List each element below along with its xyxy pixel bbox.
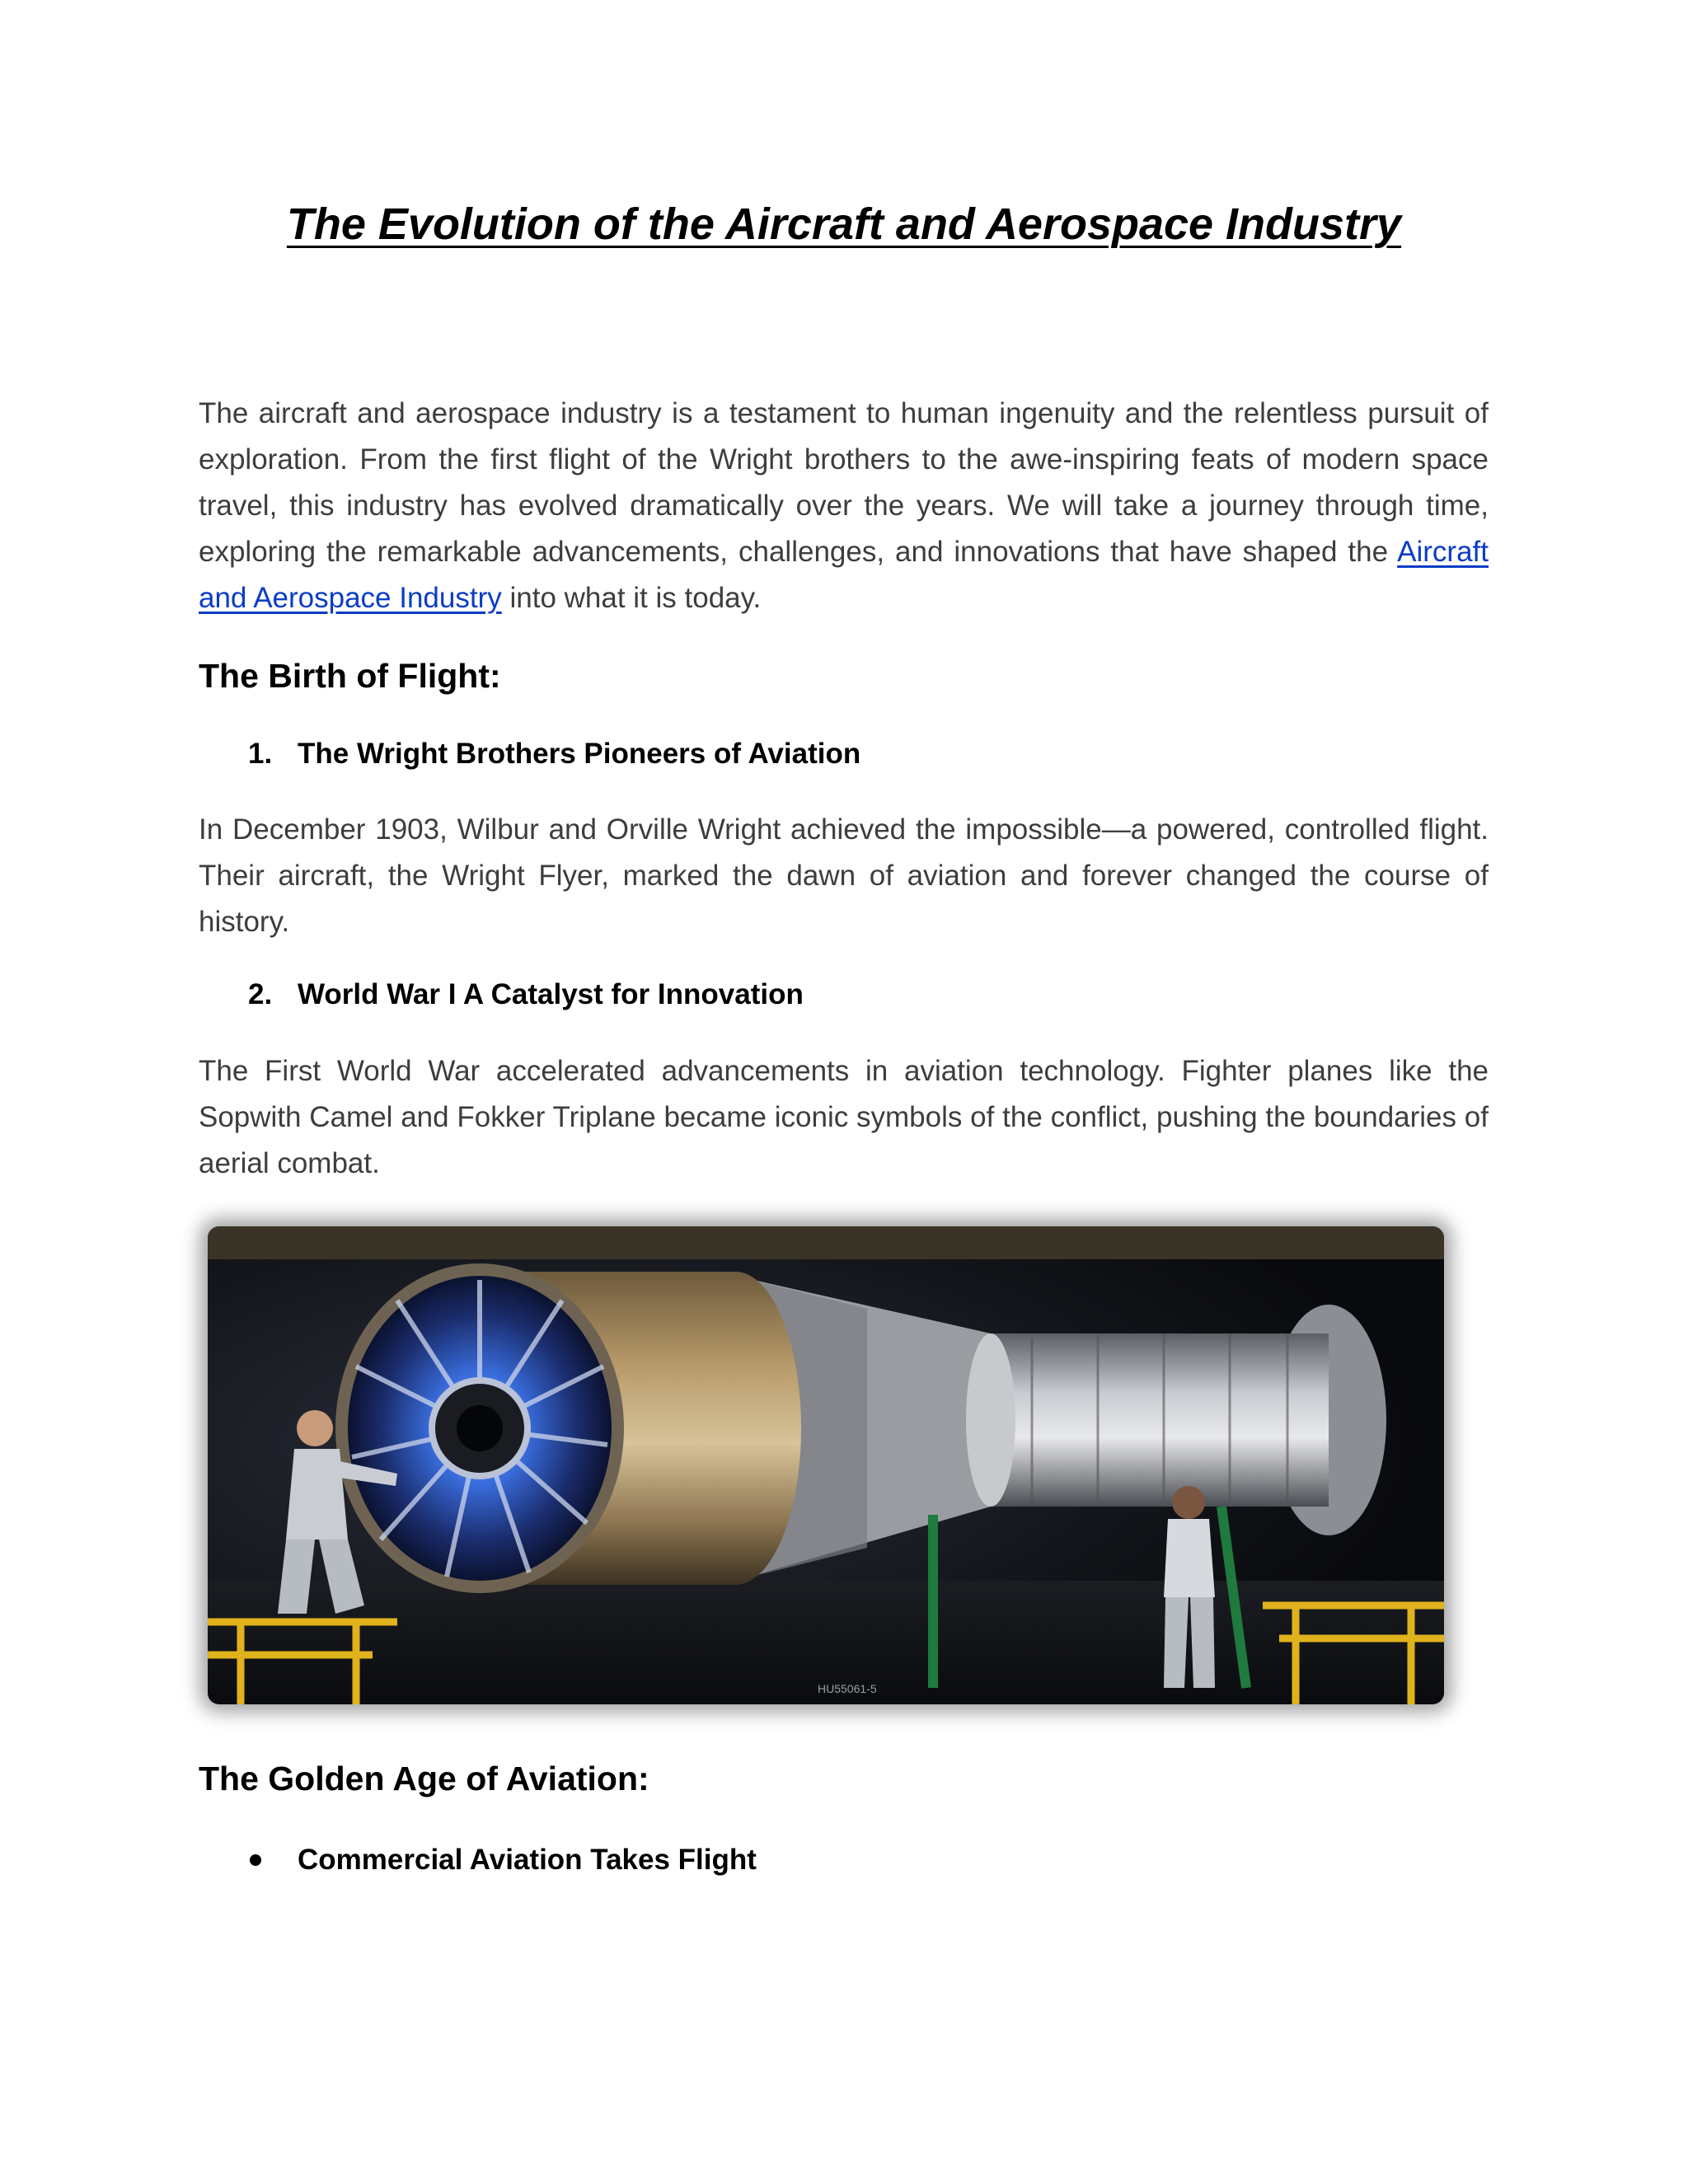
item-world-war-one-body bbox=[199, 1048, 1489, 1187]
intro-section bbox=[199, 391, 1489, 621]
list-number: 1. bbox=[248, 738, 273, 770]
body-paragraph: The First World War accelerated advancements in aviation technology. Fighter planes like the Sopwith Camel and Fokker Triplane became iconic symbols of the conflict, pushing the boundaries of aerial combat. bbox=[199, 1055, 1489, 1179]
intro-paragraph bbox=[199, 391, 1489, 621]
section-heading: The Birth of Flight: bbox=[199, 657, 501, 695]
intro-text: The aircraft and aerospace industry is a testament to human ingenuity and the relentless pursuit of exploration. From the first flight of the Wright brothers to the awe-inspiring feats of modern space travel, this industry has evolved dramatically over the years. We will take a journey through time, exploring the remarkable advancements, challenges, and innovations that have shaped the bbox=[199, 397, 1489, 568]
subsection-title: World War I A Catalyst for Innovation bbox=[298, 978, 804, 1010]
intro-text-end: into what it is today. bbox=[501, 582, 762, 614]
subsection-heading bbox=[199, 977, 1489, 1012]
bullet-item bbox=[199, 1843, 1489, 1877]
body-paragraph: In December 1903, Wilbur and Orville Wright achieved the impossible—a powered, controlled flight. Their aircraft, the Wright Flyer, marked the dawn of aviation and forever changed the course of history. bbox=[199, 813, 1489, 938]
section-birth-of-flight bbox=[199, 656, 1489, 696]
subsection-heading bbox=[199, 737, 1489, 771]
document-title: The Evolution of the Aircraft and Aerospace Industry bbox=[286, 199, 1402, 249]
subsection-title: The Wright Brothers Pioneers of Aviation bbox=[298, 738, 861, 770]
photo-label: HU55061-5 bbox=[818, 1682, 877, 1695]
bullet-title: Commercial Aviation Takes Flight bbox=[298, 1844, 757, 1876]
list-number: 2. bbox=[248, 978, 273, 1010]
item-wright-brothers-body bbox=[199, 807, 1489, 945]
bullet-marker bbox=[250, 1854, 261, 1866]
section-golden-age bbox=[199, 1759, 1489, 1799]
section-heading: The Golden Age of Aviation: bbox=[199, 1760, 649, 1797]
item-world-war-one bbox=[199, 977, 1489, 1012]
aerospace-industry-link[interactable]: Aircraft and Aerospace Industry bbox=[199, 536, 1489, 614]
jet-engine-photo bbox=[208, 1226, 1444, 1704]
bullet-commercial-aviation bbox=[199, 1843, 1489, 1877]
jet-engine-illustration bbox=[208, 1226, 1444, 1704]
item-wright-brothers bbox=[199, 737, 1489, 771]
